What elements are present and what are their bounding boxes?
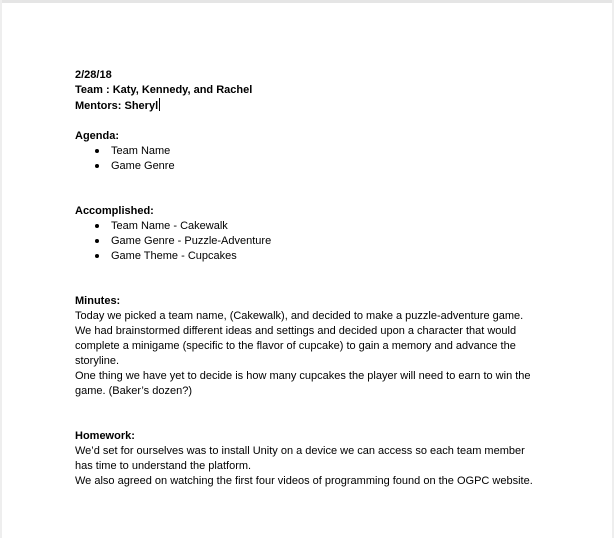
minutes-line: storyline. <box>75 355 120 367</box>
list-item <box>95 234 605 249</box>
team-line: Team : Katy, Kennedy, and Rachel <box>75 84 253 96</box>
list-item-text: Team Name <box>111 145 171 157</box>
homework-line: We’d set for ourselves was to install Unity on a device we can access so each team member <box>75 445 525 457</box>
accomplished-heading: Accomplished: <box>75 205 154 217</box>
bullet-icon <box>95 239 99 243</box>
homework-heading: Homework: <box>75 430 135 442</box>
text-cursor <box>159 98 160 111</box>
bullet-icon <box>95 254 99 258</box>
mentors-text: Mentors: Sheryl <box>75 100 159 112</box>
homework-line: has time to understand the platform. <box>75 460 252 472</box>
minutes-line: One thing we have yet to decide is how many cupcakes the player will need to earn to win the <box>75 370 531 382</box>
mentors-line[interactable] <box>75 98 605 114</box>
minutes-line: complete a minigame (specific to the flavor of cupcake) to gain a memory and advance the <box>75 340 516 352</box>
meeting-date: 2/28/18 <box>75 69 112 81</box>
list-item <box>95 159 605 174</box>
list-item <box>95 249 605 264</box>
spacer <box>75 399 605 429</box>
spacer <box>75 114 605 129</box>
bullet-icon <box>95 164 99 168</box>
minutes-heading: Minutes: <box>75 295 121 307</box>
minutes-line: We had brainstormed different ideas and settings and decided upon a character that would <box>75 325 517 337</box>
bullet-icon <box>95 224 99 228</box>
list-item-text: Game Genre <box>111 160 175 172</box>
agenda-heading: Agenda: <box>75 130 119 142</box>
spacer <box>75 264 605 294</box>
minutes-line: Today we picked a team name, (Cakewalk), and decided to make a puzzle-adventure game. <box>75 310 524 322</box>
agenda-list <box>75 144 605 174</box>
accomplished-list <box>75 219 605 264</box>
list-item <box>95 144 605 159</box>
minutes-line: game. (Baker’s dozen?) <box>75 385 192 397</box>
homework-line: We also agreed on watching the first four videos of programming found on the OGPC website. <box>75 475 533 487</box>
document-body[interactable] <box>75 68 605 489</box>
list-item <box>95 219 605 234</box>
list-item-text: Game Genre - Puzzle-Adventure <box>111 235 272 247</box>
page-left-edge <box>0 0 2 538</box>
list-item-text: Game Theme - Cupcakes <box>111 250 237 262</box>
spacer <box>75 174 605 204</box>
page-top-edge <box>0 0 614 3</box>
bullet-icon <box>95 149 99 153</box>
list-item-text: Team Name - Cakewalk <box>111 220 228 232</box>
